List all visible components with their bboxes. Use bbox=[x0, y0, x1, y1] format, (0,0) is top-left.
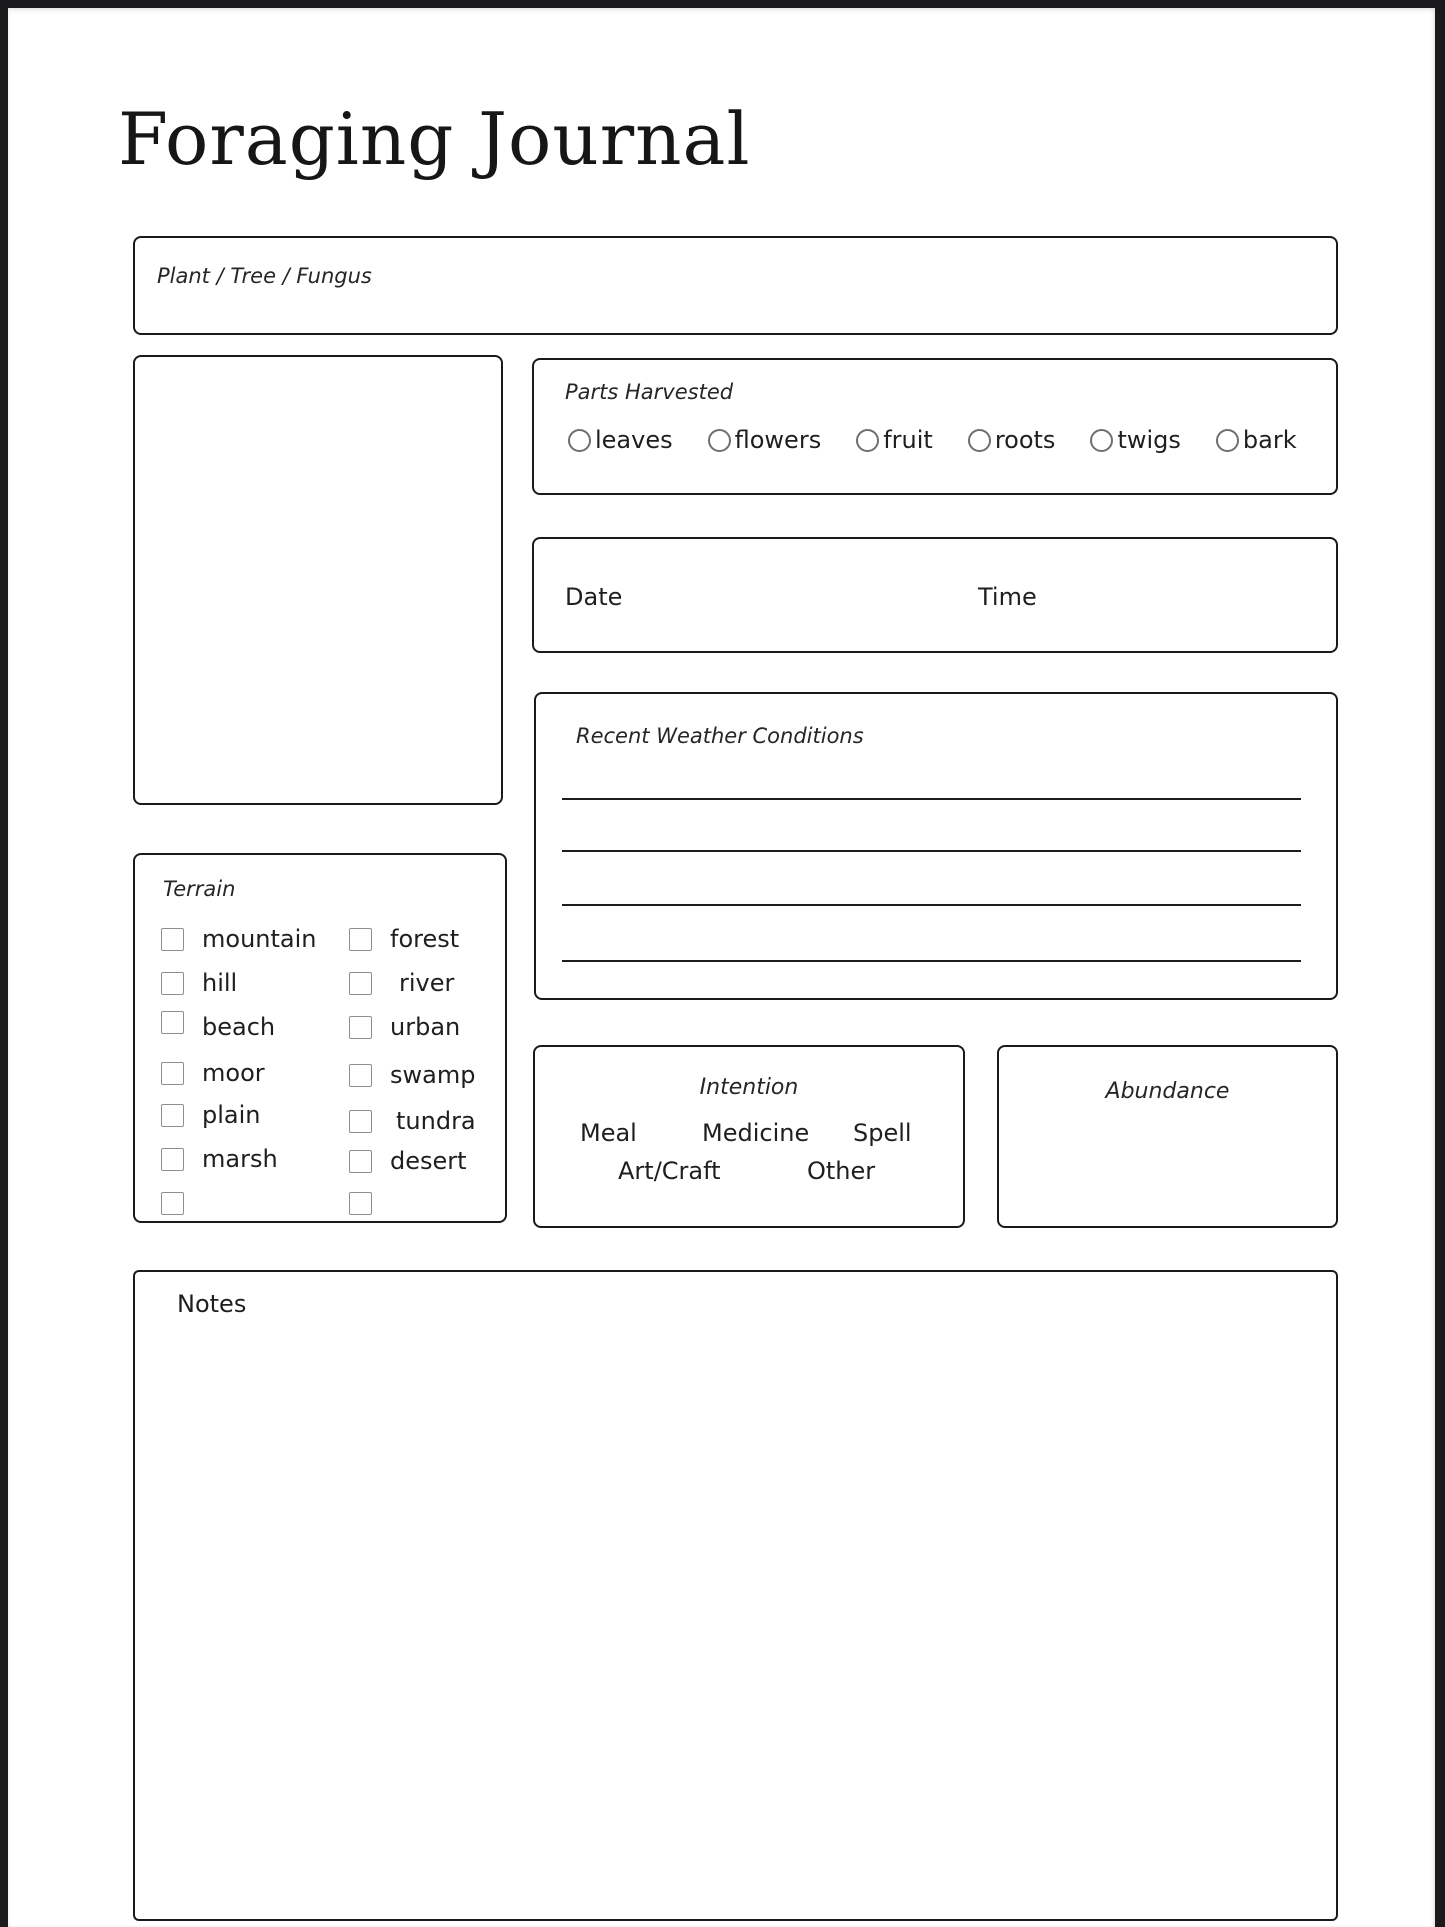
terrain-option-river bbox=[349, 961, 509, 1005]
terrain-section bbox=[133, 853, 507, 1223]
terrain-option-blank bbox=[161, 1181, 349, 1225]
journal-page bbox=[8, 8, 1435, 1927]
checkbox-blank[interactable] bbox=[161, 1192, 184, 1215]
radio-label-leaves: leaves bbox=[595, 426, 673, 454]
checkbox-forest[interactable] bbox=[349, 928, 372, 951]
terrain-option-mountain bbox=[161, 917, 349, 961]
radio-button-flowers[interactable] bbox=[708, 429, 731, 452]
checkbox-tundra[interactable] bbox=[349, 1110, 372, 1133]
checkbox-river[interactable] bbox=[349, 972, 372, 995]
checkbox-label-urban: urban bbox=[390, 1013, 461, 1041]
radio-button-leaves[interactable] bbox=[568, 429, 591, 452]
checkbox-urban[interactable] bbox=[349, 1016, 372, 1039]
part-option-fruit bbox=[856, 426, 933, 454]
page-title: Foraging Journal bbox=[118, 97, 751, 181]
radio-label-fruit: fruit bbox=[883, 426, 933, 454]
intention-section bbox=[533, 1045, 965, 1228]
terrain-option-beach bbox=[161, 1005, 349, 1049]
checkbox-label-swamp: swamp bbox=[390, 1061, 476, 1089]
checkbox-label-beach: beach bbox=[202, 1013, 276, 1041]
weather-write-line[interactable] bbox=[562, 798, 1301, 800]
terrain-label: Terrain bbox=[163, 877, 236, 901]
terrain-column-2 bbox=[349, 917, 509, 1225]
checkbox-label-river: river bbox=[399, 969, 455, 997]
terrain-column-1 bbox=[161, 917, 349, 1225]
notes-area[interactable] bbox=[133, 1270, 1338, 1921]
checkbox-label-tundra: tundra bbox=[396, 1107, 476, 1135]
sketch-area[interactable] bbox=[133, 355, 503, 805]
abundance-label: Abundance bbox=[1105, 1079, 1230, 1104]
checkbox-mountain[interactable] bbox=[161, 928, 184, 951]
checkbox-label-moor: moor bbox=[202, 1059, 265, 1087]
terrain-option-swamp bbox=[349, 1053, 509, 1097]
weather-write-line[interactable] bbox=[562, 904, 1301, 906]
terrain-option-marsh bbox=[161, 1137, 349, 1181]
radio-label-bark: bark bbox=[1242, 426, 1297, 454]
terrain-option-plain bbox=[161, 1093, 349, 1137]
part-option-twigs bbox=[1090, 426, 1180, 454]
radio-button-fruit[interactable] bbox=[856, 429, 879, 452]
date-label: Date bbox=[565, 583, 623, 611]
weather-write-line[interactable] bbox=[562, 850, 1301, 852]
checkbox-moor[interactable] bbox=[161, 1062, 184, 1085]
terrain-option-hill bbox=[161, 961, 349, 1005]
part-option-bark bbox=[1216, 426, 1297, 454]
terrain-option-urban bbox=[349, 1005, 509, 1049]
terrain-columns bbox=[161, 917, 509, 1225]
weather-label: Recent Weather Conditions bbox=[576, 724, 864, 748]
checkbox-desert[interactable] bbox=[349, 1150, 372, 1173]
notes-label: Notes bbox=[177, 1290, 247, 1318]
plant-field-label: Plant / Tree / Fungus bbox=[157, 264, 372, 288]
checkbox-label-plain: plain bbox=[202, 1101, 261, 1129]
radio-button-bark[interactable] bbox=[1216, 429, 1239, 452]
intention-option-meal[interactable]: Meal bbox=[580, 1119, 637, 1147]
terrain-option-tundra bbox=[349, 1099, 509, 1143]
checkbox-plain[interactable] bbox=[161, 1104, 184, 1127]
checkbox-hill[interactable] bbox=[161, 972, 184, 995]
intention-option-art-craft[interactable]: Art/Craft bbox=[618, 1157, 721, 1185]
plant-name-field[interactable] bbox=[133, 236, 1338, 335]
intention-option-spell[interactable]: Spell bbox=[853, 1119, 912, 1147]
weather-section bbox=[534, 692, 1338, 1000]
part-option-flowers bbox=[708, 426, 822, 454]
radio-label-flowers: flowers bbox=[734, 426, 822, 454]
checkbox-blank[interactable] bbox=[349, 1192, 372, 1215]
terrain-option-desert bbox=[349, 1139, 509, 1183]
checkbox-marsh[interactable] bbox=[161, 1148, 184, 1171]
checkbox-swamp[interactable] bbox=[349, 1064, 372, 1087]
radio-button-twigs[interactable] bbox=[1090, 429, 1113, 452]
time-label: Time bbox=[978, 583, 1037, 611]
parts-harvested-label: Parts Harvested bbox=[565, 380, 734, 404]
radio-label-twigs: twigs bbox=[1117, 426, 1181, 454]
intention-label: Intention bbox=[699, 1075, 799, 1100]
radio-label-roots: roots bbox=[994, 426, 1056, 454]
radio-button-roots[interactable] bbox=[968, 429, 991, 452]
checkbox-label-mountain: mountain bbox=[202, 925, 317, 953]
intention-option-medicine[interactable]: Medicine bbox=[702, 1119, 810, 1147]
weather-write-line[interactable] bbox=[562, 960, 1301, 962]
terrain-option-forest bbox=[349, 917, 509, 961]
terrain-option-moor bbox=[161, 1051, 349, 1095]
intention-option-other[interactable]: Other bbox=[807, 1157, 876, 1185]
part-option-leaves bbox=[568, 426, 673, 454]
terrain-option-blank bbox=[349, 1181, 509, 1225]
checkbox-label-desert: desert bbox=[390, 1147, 467, 1175]
checkbox-label-forest: forest bbox=[390, 925, 460, 953]
abundance-field[interactable] bbox=[997, 1045, 1338, 1228]
parts-options-row bbox=[568, 426, 1297, 454]
parts-harvested-section bbox=[532, 358, 1338, 495]
checkbox-label-hill: hill bbox=[202, 969, 238, 997]
checkbox-beach[interactable] bbox=[161, 1011, 184, 1034]
date-time-field[interactable] bbox=[532, 537, 1338, 653]
checkbox-label-marsh: marsh bbox=[202, 1145, 278, 1173]
part-option-roots bbox=[968, 426, 1056, 454]
